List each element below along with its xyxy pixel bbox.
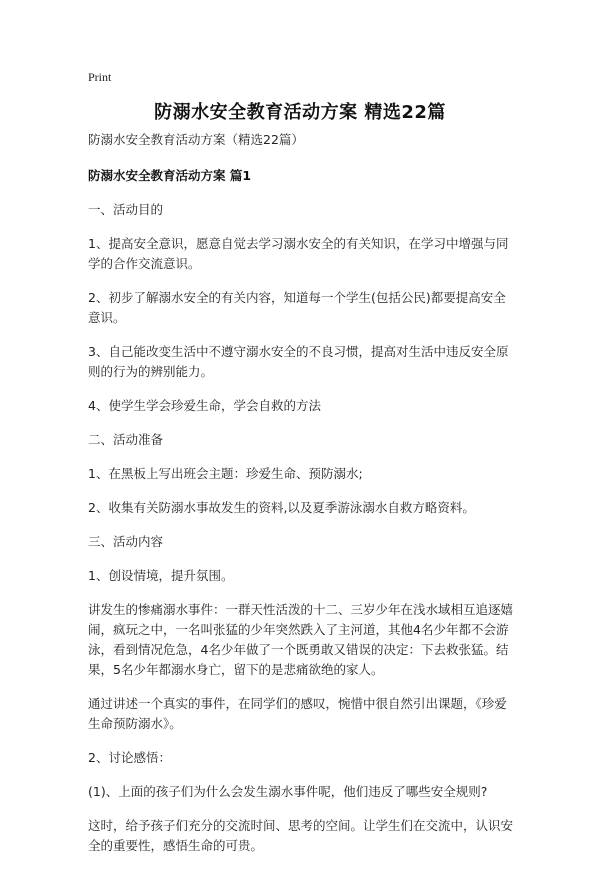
paragraph: 2、初步了解溺水安全的有关内容，知道每一个学生(包括公民)都要提高安全意识。 <box>88 290 506 325</box>
paragraph: 1、提高安全意识，愿意自觉去学习溺水安全的有关知识，在学习中增强与同学的合作交流意识。 <box>88 236 509 271</box>
paragraph: 1、创设情境，提升氛围。 <box>88 568 234 583</box>
paragraph: 二、活动准备 <box>88 432 164 447</box>
section-heading: 防溺水安全教育活动方案 篇1 <box>88 168 252 183</box>
print-label[interactable]: Print <box>88 70 112 84</box>
page-title: 防溺水安全教育活动方案 精选22篇 <box>154 102 446 123</box>
paragraph: 3、自己能改变生活中不遵守溺水安全的不良习惯，提高对生活中违反安全原则的行为的辨别能力。 <box>88 344 509 379</box>
paragraph: 4、使学生学会珍爱生命，学会自救的方法 <box>88 398 321 413</box>
paragraph: (1)、上面的孩子们为什么会发生溺水事件呢，他们违反了哪些安全规则? <box>88 784 488 799</box>
paragraph: 2、讨论感悟： <box>88 750 171 765</box>
paragraph: 一、活动目的 <box>88 202 164 217</box>
paragraph: 讲发生的惨痛溺水事件：一群天性活泼的十二、三岁少年在浅水域相互追逐嬉闹，疯玩之中，一名叫张猛的少年突然跌入了主河道，其他4名少年都不会游泳，看到情况危急，4名少年做了一个既勇敢又错误的决定：下去救张猛。结果，5名少年都溺水身亡，留下的是悲痛欲绝的家人。 <box>88 602 514 677</box>
paragraph: 这时，给予孩子们充分的交流时间、思考的空间。让学生们在交流中，认识安全的重要性，感悟生命的可贵。 <box>88 818 514 853</box>
paragraph: 1、在黑板上写出班会主题：珍爱生命、预防溺水; <box>88 466 363 481</box>
paragraph: 2、收集有关防溺水事故发生的资料,以及夏季游泳溺水自救方略资料。 <box>88 500 475 515</box>
document-subtitle: 防溺水安全教育活动方案（精选22篇） <box>88 132 304 147</box>
paragraph: 三、活动内容 <box>88 534 164 549</box>
document-body <box>88 130 518 870</box>
paragraph: 通过讲述一个真实的事件，在同学们的感叹，惋惜中很自然引出课题，《珍爱生命预防溺水》。 <box>88 696 507 731</box>
